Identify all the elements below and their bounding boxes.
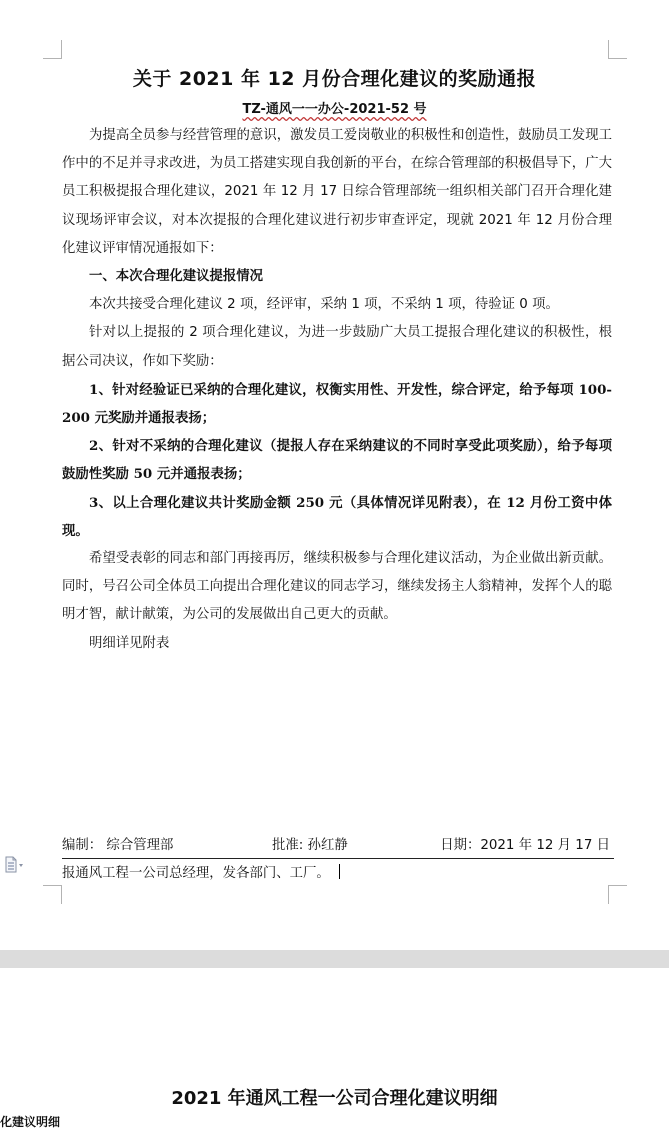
margin-corner-top-right bbox=[608, 40, 627, 59]
document-page-2 bbox=[0, 968, 669, 1141]
approved-by[interactable]: 批准: 孙红静 bbox=[272, 838, 348, 853]
reward-item-2[interactable]: 2、针对不采纳的合理化建议（提报人存在采纳建议的不同时享受此项奖励），给予每项鼓励性奖励 50 元并通报表扬； bbox=[62, 438, 612, 483]
distribution-line[interactable] bbox=[62, 862, 340, 881]
page-separator bbox=[0, 950, 669, 968]
reward-item-3[interactable]: 3、以上合理化建议共计奖励金额 250 元（具体情况详见附表），在 12 月份工资中体现。 bbox=[62, 494, 612, 539]
notice-title[interactable]: 关于 2021 年 12 月份合理化建议的奖励通报 bbox=[132, 68, 537, 90]
section-heading-1[interactable]: 一、本次合理化建议提报情况 bbox=[89, 269, 264, 285]
distribution-text[interactable]: 报通风工程一公司总经理，发各部门、工厂。 bbox=[62, 866, 330, 881]
paragraph-options-icon[interactable] bbox=[4, 856, 26, 874]
detail-table-subtitle[interactable]: 化建议明细 bbox=[0, 1115, 61, 1129]
paragraph-reward-intro[interactable]: 针对以上提报的 2 项合理化建议，为进一步鼓励广大员工提报合理化建议的积极性，根据公司决议，作如下奖励： bbox=[62, 325, 612, 369]
doc-number-text[interactable]: TZ-通风一一办公-2021-52 号 bbox=[242, 102, 427, 117]
margin-corner-bottom-left bbox=[43, 885, 62, 904]
detail-table-title[interactable]: 2021 年通风工程一公司合理化建议明细 bbox=[171, 1088, 498, 1109]
margin-corner-bottom-right bbox=[608, 885, 627, 904]
issue-date[interactable]: 日期：2021 年 12 月 17 日 bbox=[440, 838, 610, 853]
paragraph-closing[interactable]: 希望受表彰的同志和部门再接再厉，继续积极参与合理化建议活动，为企业做出新贡献。同时，号召公司全体员工向提出合理化建议的同志学习，继续发扬主人翁精神，发挥个人的聪明才智，献计献策，为公司的发展做出自己更大的贡献。 bbox=[62, 551, 612, 623]
reward-item-1[interactable]: 1、针对经验证已采纳的合理化建议，权衡实用性、开发性，综合评定，给予每项 100-200 元奖励并通报表扬； bbox=[62, 381, 612, 427]
text-cursor bbox=[339, 864, 341, 879]
paragraph-intro[interactable]: 为提高全员参与经营管理的意识，激发员工爱岗敬业的积极性和创造性，鼓励员工发现工作中的不足并寻求改进，为员工搭建实现自我创新的平台，在综合管理部的积极倡导下，广大员工积极提报合理化建议，2021 年 12 月 17 日综合管理部统一组织相关部门召开合理化建议现场评审会议，对本次提报的合理化建议进行初步审查评定，现就 2021 年 12 月份合理化建议评审情况通报如下： bbox=[62, 128, 612, 256]
signature-line bbox=[62, 832, 614, 859]
paragraph-summary[interactable]: 本次共接受合理化建议 2 项，经评审，采纳 1 项，不采纳 1 项，待验证 0 项。 bbox=[89, 297, 559, 313]
notice-body[interactable] bbox=[62, 122, 612, 658]
margin-corner-top-left bbox=[43, 40, 62, 59]
compiled-by[interactable]: 编制： 综合管理部 bbox=[62, 838, 174, 853]
paragraph-attachment-note[interactable]: 明细详见附表 bbox=[89, 635, 170, 651]
doc-number[interactable] bbox=[0, 98, 669, 117]
